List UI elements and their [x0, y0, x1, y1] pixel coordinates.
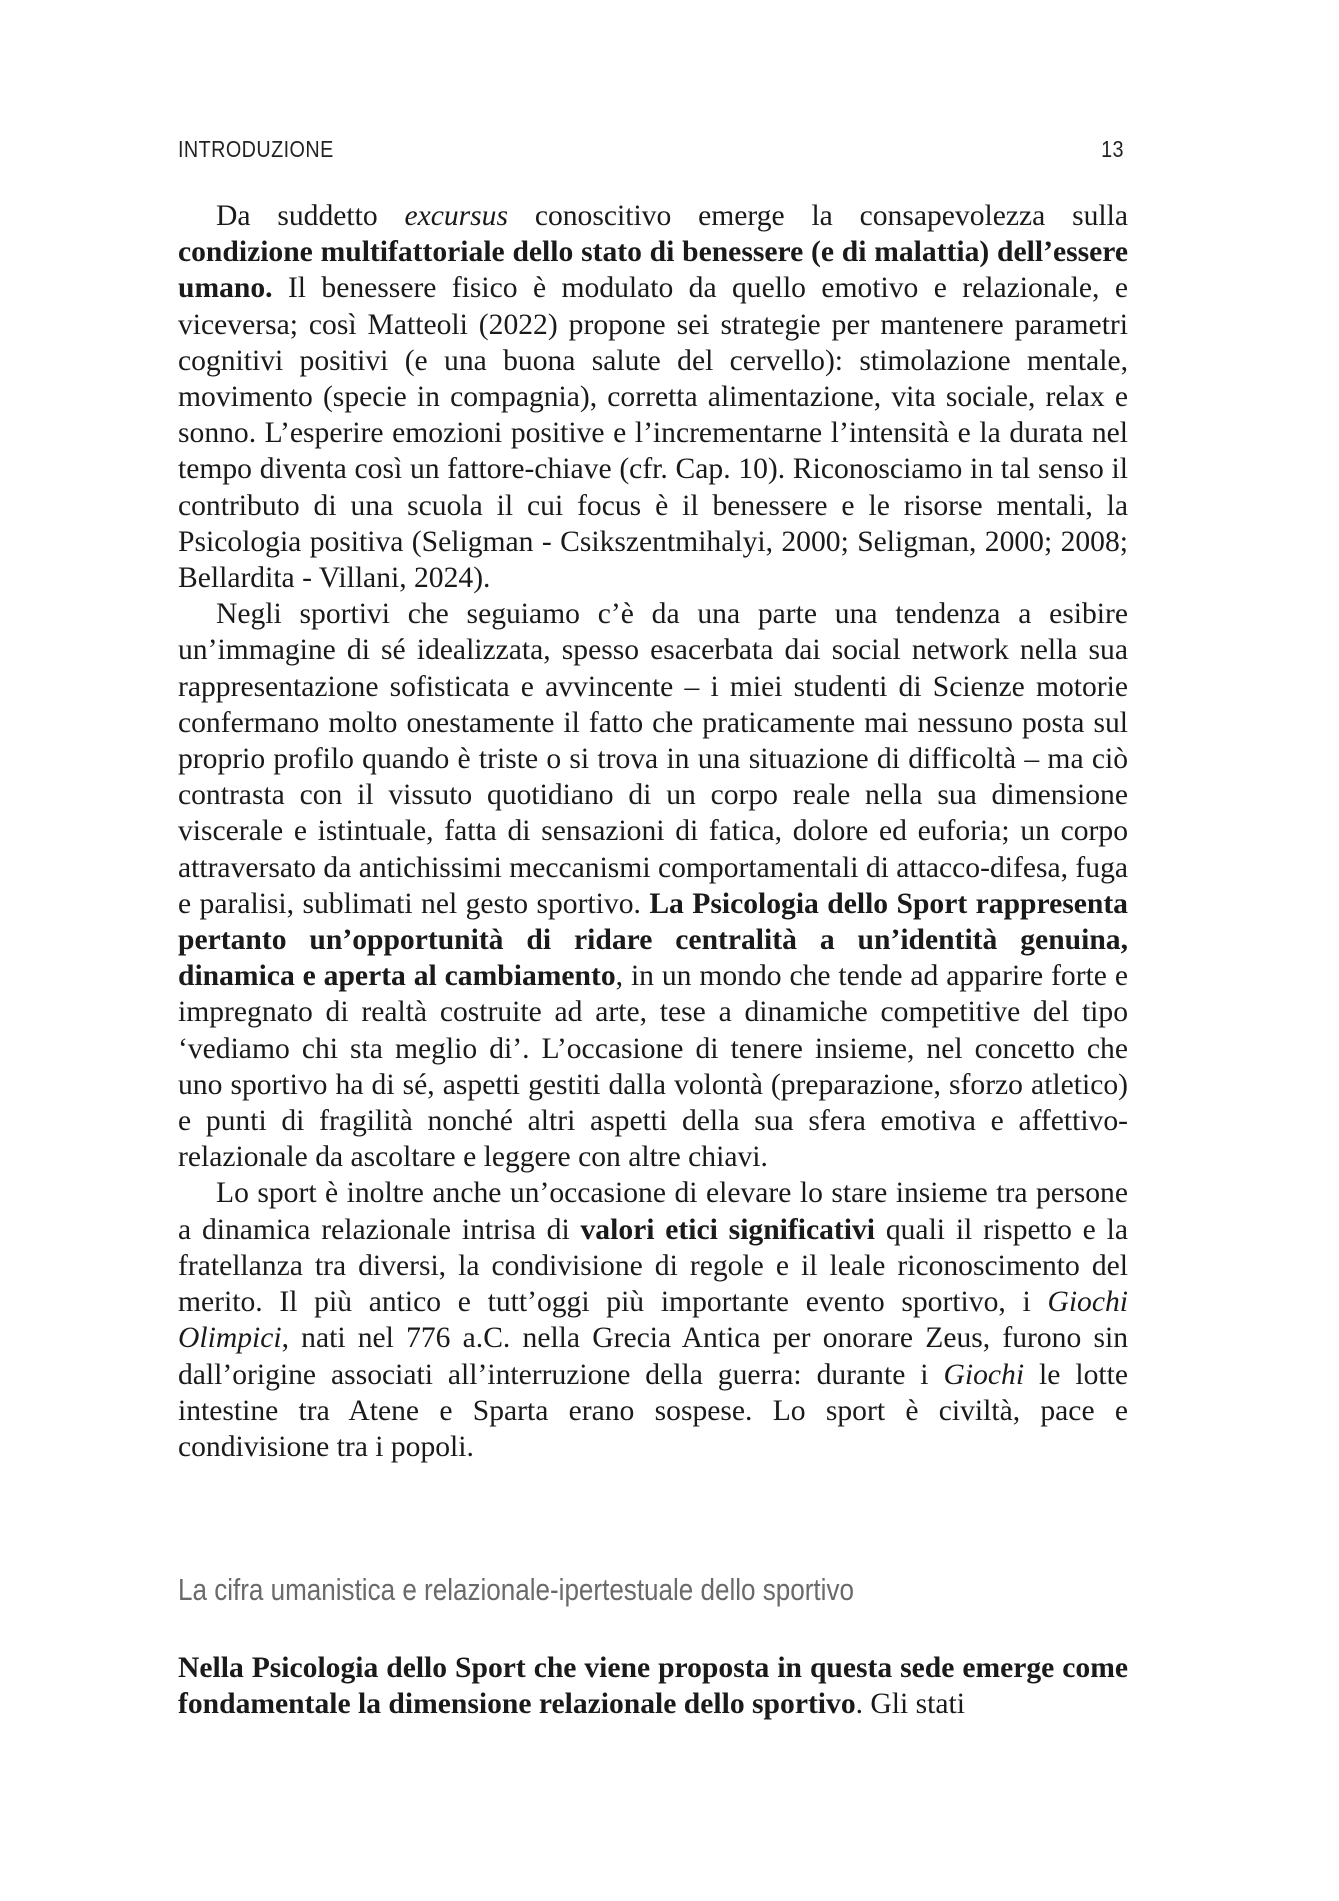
text-run: conoscitivo emerge la consapevolezza sulla [508, 200, 1128, 232]
page-number: 13 [1101, 136, 1124, 162]
running-header [178, 136, 1124, 163]
running-title: INTRODUZIONE [178, 136, 334, 162]
italic-term: Giochi [943, 1358, 1025, 1391]
text-run: Negli sportivi che seguiamo c’è da una parte una tendenza a esibire un’immagine di sé idealizzata, spesso esacerbata dai social network nella sua rappresentazione sofisticata e avvincente – i miei studenti di Scienze motorie confermano molto onestamente il fatto che praticamente mai nessuno posta sul proprio profilo quando è triste o si trova in una situazione di difficoltà – ma ciò contrasta con il vissuto quotidiano di un corpo reale nella sua dimensione viscerale e istintuale, fatta di sensazioni di fatica, dolore ed euforia; un corpo attraversato da antichissimi meccanismi comportamentali di attacco-difesa, fuga e paralisi, sublimati nel gesto sportivo. [178, 598, 1128, 920]
bold-emphasis: condizione multifattoriale dello stato di benessere (e di malattia) dell’essere umano. [178, 236, 1128, 305]
section-body-text [178, 1650, 1128, 1722]
text-run: , nati nel 776 a.C. nella Grecia Antica per onorare Zeus, furono sin dall’origine associati all’interruzione della guerra: durante i [178, 1322, 1128, 1391]
text-run: Da suddetto [216, 200, 405, 232]
paragraph-2 [178, 596, 1128, 1175]
italic-term: Giochi Olimpici [178, 1286, 1128, 1355]
text-run: le lotte intestine tra Atene e Sparta erano sospese. Lo sport è civiltà, pace e condivisione tra i popoli. [178, 1358, 1128, 1463]
text-run: quali il rispetto e la fratellanza tra diversi, la condivisione di regole e il leale riconoscimento del merito. Il più antico e tutt’oggi più importante evento sportivo, i [178, 1213, 1129, 1319]
text-run: Lo sport è inoltre anche un’occasione di elevare lo stare insieme tra persone a dinamica relazionale intrisa di [178, 1177, 1128, 1246]
text-run: , in un mondo che tende ad apparire forte e impregnato di realtà costruite ad arte, tese a dinamiche competitive del tipo ‘vediamo chi sta meglio di’. L’occasione di tenere insieme, nel concetto che uno sportivo ha di sé, aspetti gestiti dalla volontà (preparazione, sforzo atletico) e punti di fragilità nonché altri aspetti della sua sfera emotiva e affettivo-relazionale da ascoltare e leggere con altre chiavi. [178, 960, 1128, 1174]
body-text [178, 198, 1128, 1465]
section-paragraph-1 [178, 1650, 1128, 1722]
text-run: . Gli stati [855, 1688, 965, 1721]
paragraph-3 [178, 1175, 1128, 1465]
paragraph-1 [178, 198, 1128, 596]
bold-emphasis: Nella Psicologia dello Sport che viene proposta in questa sede emerge come fondamentale la dimensione relazionale dello sportivo [178, 1652, 1128, 1721]
text-run: Il benessere fisico è modulato da quello emotivo e relazionale, e viceversa; così Matteoli (2022) propone sei strategie per mantenere parametri cognitivi positivi (e una buona salute del cervello): stimolazione mentale, movimento (specie in compagnia), corretta alimentazione, vita sociale, relax e sonno. L’esperire emozioni positive e l’incrementarne l’intensità e la durata nel tempo diventa così un fattore-chiave (cfr. Cap. 10). Riconosciamo in tal senso il contributo di una scuola il cui focus è il benessere e le risorse mentali, la Psicologia positiva (Seligman - Csikszentmihalyi, 2000; Seligman, 2000; 2008; Bellardita - Villani, 2024). [178, 272, 1128, 595]
italic-term: excursus [404, 200, 508, 232]
bold-emphasis: valori etici significativi [580, 1213, 876, 1246]
bold-emphasis: La Psicologia dello Sport rappresenta pertanto un’opportunità di ridare centralità a un’identità genuina, dinamica e aperta al cambiamento [178, 887, 1128, 993]
section-heading: La cifra umanistica e relazionale-ipertestuale dello sportivo [178, 1572, 854, 1607]
